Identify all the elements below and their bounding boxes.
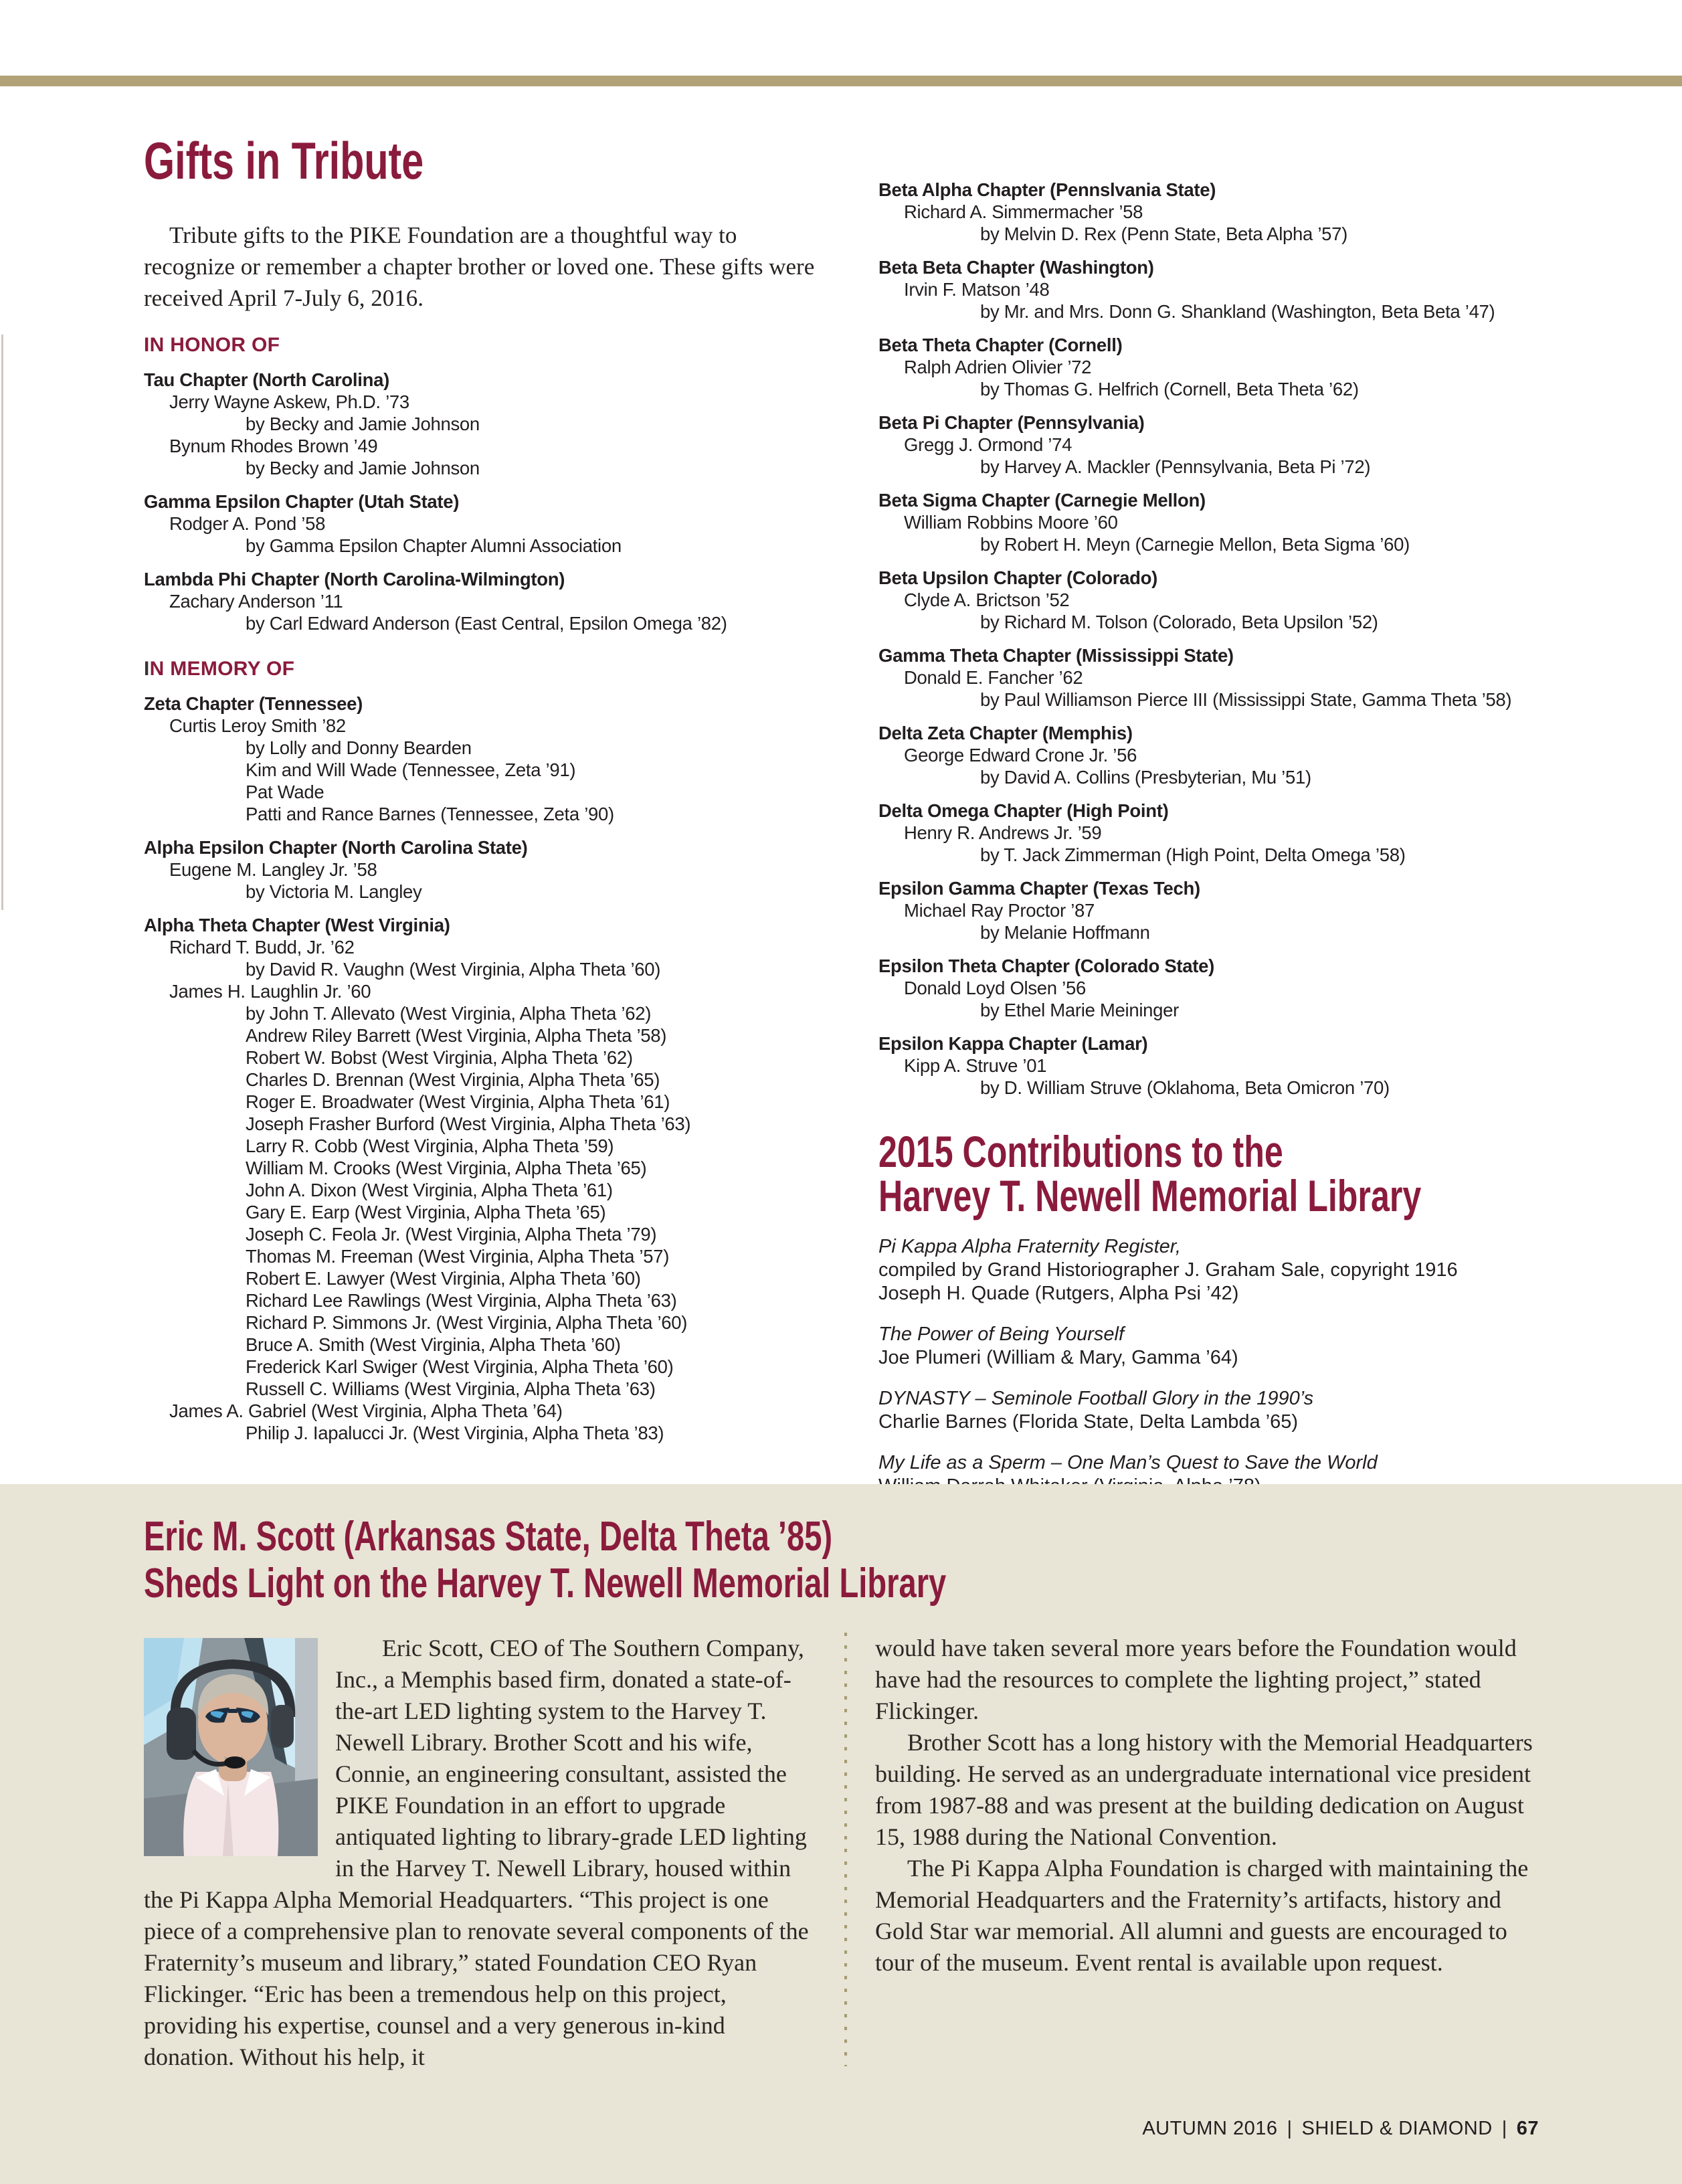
honoree-line: George Edward Crone Jr. ’56: [904, 745, 1137, 765]
donor-line: by Mr. and Mrs. Donn G. Shankland (Washington, Beta Beta ’47): [980, 301, 1495, 322]
honoree-line: Curtis Leroy Smith ’82: [169, 715, 346, 736]
donor-line: by John T. Allevato (West Virginia, Alpha Theta ’62): [246, 1003, 652, 1024]
footer-page-number: 67: [1516, 2118, 1539, 2139]
chapter-block: [144, 836, 853, 903]
chapter-block: [144, 490, 853, 557]
dotted-column-divider: [844, 1633, 847, 2066]
donor-line: by D. William Struve (Oklahoma, Beta Omicron ’70): [980, 1077, 1390, 1098]
honoree-line: Jerry Wayne Askew, Ph.D. ’73: [169, 391, 409, 412]
top-accent-bar: [0, 76, 1682, 86]
book-title: The Power of Being Yourself: [878, 1324, 1125, 1345]
book-donor-line: Charlie Barnes (Florida State, Delta Lambda ’65): [878, 1411, 1299, 1433]
chapter-name: Delta Omega Chapter (High Point): [878, 800, 1169, 821]
chapter-name: Tau Chapter (North Carolina): [144, 369, 389, 390]
book-donor-line: Joseph H. Quade (Rutgers, Alpha Psi ’42): [878, 1283, 1239, 1304]
chapter-block: [878, 877, 1678, 943]
in-memory-of-list-continued: [878, 179, 1678, 1099]
donor-line: Roger E. Broadwater (West Virginia, Alpha Theta ’61): [246, 1091, 670, 1112]
in-memory-of-list: [144, 693, 853, 1444]
donor-line: by Thomas G. Helfrich (Cornell, Beta Theta ’62): [980, 379, 1359, 399]
donor-line: by Richard M. Tolson (Colorado, Beta Upsilon ’52): [980, 612, 1378, 632]
chapter-name: Beta Theta Chapter (Cornell): [878, 335, 1123, 355]
section-label-in-memory-of: IN MEMORY OF: [144, 658, 295, 680]
donor-line: Charles D. Brennan (West Virginia, Alpha Theta ’65): [246, 1069, 660, 1090]
library-contributions-title: 2015 Contributions to the Harvey T. Newell Memorial Library: [878, 1127, 1422, 1220]
donor-line: Joseph C. Feola Jr. (West Virginia, Alpha Theta ’79): [246, 1224, 657, 1245]
chapter-name: Alpha Theta Chapter (West Virginia): [144, 915, 450, 935]
honoree-line: James A. Gabriel (West Virginia, Alpha Theta ’64): [169, 1400, 563, 1421]
honoree-line: Eugene M. Langley Jr. ’58: [169, 859, 377, 880]
donor-line: by T. Jack Zimmerman (High Point, Delta Omega ’58): [980, 844, 1406, 865]
donor-line: Bruce A. Smith (West Virginia, Alpha Theta ’60): [246, 1334, 621, 1355]
donor-line: by Harvey A. Mackler (Pennsylvania, Beta Pi ’72): [980, 456, 1371, 477]
eric-scott-photo: [144, 1638, 318, 1856]
book-title: My Life as a Sperm – One Man’s Quest to Save the World: [878, 1452, 1378, 1473]
chapter-block: [878, 800, 1678, 866]
chapter-block: [878, 334, 1678, 400]
chapter-block: [878, 489, 1678, 555]
donor-line: by Becky and Jamie Johnson: [246, 458, 480, 478]
chapter-name: Beta Pi Chapter (Pennsylvania): [878, 412, 1145, 433]
donor-line: Kim and Will Wade (Tennessee, Zeta ’91): [246, 759, 576, 780]
section-label-in-honor-of: IN HONOR OF: [144, 334, 280, 356]
donor-line: Robert E. Lawyer (West Virginia, Alpha Theta ’60): [246, 1268, 641, 1289]
honoree-line: Henry R. Andrews Jr. ’59: [904, 822, 1102, 843]
book-entry: [878, 1323, 1678, 1370]
chapter-name: Delta Zeta Chapter (Memphis): [878, 723, 1133, 743]
donor-line: John A. Dixon (West Virginia, Alpha Theta ’61): [246, 1180, 613, 1200]
honoree-line: Gregg J. Ormond ’74: [904, 434, 1072, 455]
footer-separator: |: [1287, 2118, 1293, 2139]
donor-line: by Melvin D. Rex (Penn State, Beta Alpha ’57): [980, 223, 1348, 244]
honoree-line: Richard T. Budd, Jr. ’62: [169, 937, 355, 958]
honoree-line: William Robbins Moore ’60: [904, 512, 1118, 533]
donor-line: Robert W. Bobst (West Virginia, Alpha Theta ’62): [246, 1047, 633, 1068]
chapter-block: [878, 179, 1678, 245]
footer-separator: |: [1501, 2118, 1507, 2139]
chapter-block: [878, 955, 1678, 1021]
donor-line: Pat Wade: [246, 782, 324, 802]
library-book-list: [878, 1235, 1678, 1498]
page-edge-line: [1, 335, 3, 910]
honoree-line: Kipp A. Struve ’01: [904, 1055, 1047, 1076]
donor-line: Frederick Karl Swiger (West Virginia, Alpha Theta ’60): [246, 1356, 674, 1377]
donor-line: Richard P. Simmons Jr. (West Virginia, Alpha Theta ’60): [246, 1312, 688, 1333]
honoree-line: Ralph Adrien Olivier ’72: [904, 357, 1092, 377]
chapter-block: [144, 914, 853, 1444]
donor-line: Joseph Frasher Burford (West Virginia, Alpha Theta ’63): [246, 1113, 691, 1134]
chapter-block: [878, 1032, 1678, 1099]
book-entry: [878, 1235, 1678, 1305]
chapter-name: Gamma Epsilon Chapter (Utah State): [144, 491, 460, 512]
chapter-block: [878, 567, 1678, 633]
honoree-line: James H. Laughlin Jr. ’60: [169, 981, 371, 1002]
tribute-column-right: [878, 167, 1678, 1498]
honoree-line: Donald Loyd Olsen ’56: [904, 978, 1086, 998]
chapter-block: [878, 722, 1678, 788]
donor-line: Thomas M. Freeman (West Virginia, Alpha Theta ’57): [246, 1246, 670, 1267]
donor-line: by David A. Collins (Presbyterian, Mu ’51): [980, 767, 1311, 788]
donor-line: by Robert H. Meyn (Carnegie Mellon, Beta Sigma ’60): [980, 534, 1410, 555]
honoree-line: Clyde A. Brictson ’52: [904, 589, 1070, 610]
book-entry: [878, 1387, 1678, 1434]
chapter-block: [144, 369, 853, 479]
donor-line: by David R. Vaughn (West Virginia, Alpha Theta ’60): [246, 959, 661, 980]
donor-line: by Gamma Epsilon Chapter Alumni Association: [246, 535, 622, 556]
donor-line: Larry R. Cobb (West Virginia, Alpha Theta ’59): [246, 1135, 614, 1156]
chapter-name: Epsilon Gamma Chapter (Texas Tech): [878, 878, 1200, 899]
honoree-line: Rodger A. Pond ’58: [169, 513, 326, 534]
scott-feature-heading: Eric M. Scott (Arkansas State, Delta Theta ’85) Sheds Light on the Harvey T. Newell Memorial Library: [144, 1514, 947, 1607]
page-footer: [1142, 2118, 1539, 2140]
chapter-block: [144, 693, 853, 825]
eric-scott-photo-illustration: [144, 1638, 318, 1856]
donor-line: William M. Crooks (West Virginia, Alpha Theta ’65): [246, 1158, 647, 1178]
scott-feature-columns: [144, 1633, 1544, 2073]
honoree-line: Donald E. Fancher ’62: [904, 667, 1083, 688]
donor-line: Russell C. Williams (West Virginia, Alpha Theta ’63): [246, 1378, 656, 1399]
chapter-block: [144, 568, 853, 634]
honoree-line: Irvin F. Matson ’48: [904, 279, 1050, 300]
donor-line: Patti and Rance Barnes (Tennessee, Zeta ’90): [246, 804, 614, 824]
honoree-line: Zachary Anderson ’11: [169, 591, 343, 612]
donor-line: Gary E. Earp (West Virginia, Alpha Theta ’65): [246, 1202, 606, 1222]
article-paragraph: The Pi Kappa Alpha Foundation is charged with maintaining the Memorial Headquarters and the Fraternity’s artifacts, history and Gold Star war memorial. All alumni and guests are encouraged to tour of the museum. Event rental is available upon request.: [875, 1855, 1529, 1976]
chapter-name: Beta Beta Chapter (Washington): [878, 257, 1154, 278]
chapter-name: Gamma Theta Chapter (Mississippi State): [878, 645, 1234, 666]
chapter-name: Beta Sigma Chapter (Carnegie Mellon): [878, 490, 1206, 511]
honoree-line: Michael Ray Proctor ’87: [904, 900, 1095, 921]
footer-issue: AUTUMN 2016: [1142, 2118, 1278, 2139]
chapter-block: [878, 644, 1678, 711]
article-paragraph: would have taken several more years before the Foundation would have had the resources to complete the lighting project,” stated Flickinger.: [875, 1635, 1517, 1724]
in-honor-of-list: [144, 369, 853, 634]
chapter-name: Beta Upsilon Chapter (Colorado): [878, 567, 1157, 588]
donor-line: Andrew Riley Barrett (West Virginia, Alpha Theta ’58): [246, 1025, 667, 1046]
donor-line: by Victoria M. Langley: [246, 881, 422, 902]
chapter-name: Epsilon Kappa Chapter (Lamar): [878, 1033, 1148, 1054]
scott-feature-section: [0, 1484, 1682, 2184]
chapter-name: Alpha Epsilon Chapter (North Carolina State): [144, 837, 528, 858]
scott-article-right-column: [875, 1633, 1544, 2073]
honoree-line: Richard A. Simmermacher ’58: [904, 201, 1143, 222]
chapter-block: [878, 256, 1678, 323]
honoree-line: Bynum Rhodes Brown ’49: [169, 436, 378, 456]
donor-line: Richard Lee Rawlings (West Virginia, Alpha Theta ’63): [246, 1290, 677, 1311]
book-title: Pi Kappa Alpha Fraternity Register,: [878, 1236, 1181, 1257]
book-title: DYNASTY – Seminole Football Glory in the 1990’s: [878, 1388, 1314, 1409]
donor-line: by Carl Edward Anderson (East Central, Epsilon Omega ’82): [246, 613, 727, 634]
donor-line: by Lolly and Donny Bearden: [246, 737, 472, 758]
article-paragraph: Brother Scott has a long history with the Memorial Headquarters building. He served as an undergraduate international vice president from 1987-88 and was present at the building dedication on August 15, 1988 during the National Convention.: [875, 1729, 1533, 1850]
scott-article-left-text: Eric Scott, CEO of The Southern Company, Inc., a Memphis based firm, donated a state-of-the-art LED lighting system to the Harvey T. Newell Library. Brother Scott and his wife, Connie, an engineering consultant, assisted the PIKE Foundation in an effort to upgrade antiquated lighting to library-grade LED lighting in the Harvey T. Newell Library, housed within the Pi Kappa Alpha Memorial Headquarters. “This project is one piece of a comprehensive plan to renovate several components of the Fraternity’s museum and library,” stated Foundation CEO Ryan Flickinger. “Eric has been a tremendous help on this project, providing his expertise, counsel and a very generous in-kind donation. Without his help, it: [144, 1635, 809, 2070]
chapter-name: Lambda Phi Chapter (North Carolina-Wilmington): [144, 569, 565, 589]
chapter-block: [878, 412, 1678, 478]
donor-line: by Becky and Jamie Johnson: [246, 414, 480, 434]
scott-article-left-column: [144, 1633, 816, 2073]
donor-line: Philip J. Iapalucci Jr. (West Virginia, Alpha Theta ’83): [246, 1423, 664, 1443]
book-donor-line: Joe Plumeri (William & Mary, Gamma ’64): [878, 1347, 1238, 1368]
tribute-intro: Tribute gifts to the PIKE Foundation are a thoughtful way to recognize or remember a chapter brother or loved one. These gifts were received April 7-July 6, 2016.: [144, 222, 815, 311]
donor-line: by Melanie Hoffmann: [980, 922, 1150, 943]
chapter-name: Epsilon Theta Chapter (Colorado State): [878, 955, 1214, 976]
page-title: Gifts in Tribute: [144, 131, 424, 190]
tribute-column-left: [144, 333, 853, 1444]
donor-line: by Paul Williamson Pierce III (Mississippi State, Gamma Theta ’58): [980, 689, 1512, 710]
chapter-name: Beta Alpha Chapter (Pennslvania State): [878, 179, 1216, 200]
footer-magazine-title: SHIELD & DIAMOND: [1301, 2118, 1493, 2139]
chapter-name: Zeta Chapter (Tennessee): [144, 693, 363, 714]
book-donor-line: compiled by Grand Historiographer J. Graham Sale, copyright 1916: [878, 1259, 1458, 1281]
donor-line: by Ethel Marie Meininger: [980, 1000, 1179, 1020]
